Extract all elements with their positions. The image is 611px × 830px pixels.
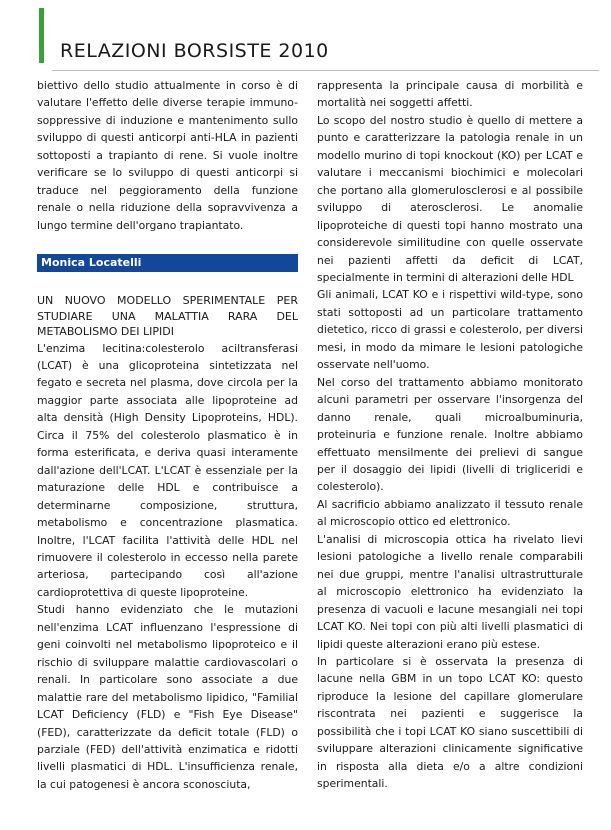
body-paragraph: Studi hanno evidenziato che le mutazioni nell'enzima LCAT influenzano l'espressione di geni coinvolti nel metabolismo lipoproteico e il rischio di sviluppare malattie cardiovascolari o renali. In particolare sono associate a due malattie rare del metabolismo lipidico, "Familial LCAT Deficiency (FLD) e "Fish Eye Disease" (FED), caratterizzate da deficit totale (FLD) o parziale (FED) dell'attività enzimatica e ridotti livelli plasmatici di HDL. L'insufficienza renale, la cui patogenesi è ancora sconosciuta, — [37, 603, 298, 791]
intro-paragraph: biettivo dello studio attualmente in corso è di valutare l'effetto delle diverse terapie immuno-soppressive di induzione e mantenimento sullo sviluppo di questi anticorpi anti-HLA in pazienti sottoposti a trapianto di rene. Si vuole inoltre verificare se lo sviluppo di questi anticorpi si traduce nel peggioramento della funzione renale o nella riduzione della sopravvivenza a lungo termine dell'organo trapiantato. — [37, 79, 298, 232]
body-paragraph: Lo scopo del nostro studio è quello di mettere a punto e caratterizzare la patologia renale in un modello murino di topi knockout (KO) per LCAT e valutare i meccanismi biochimici e molecolari che portano alla glomerulosclerosi e al possibile sviluppo di aterosclerosi. Le anomalie lipoproteiche di questi topi hanno mostrato una considerevole similitudine con quelle osservate nei pazienti affetti da deficit di LCAT, specialmente in termini di alterazioni delle HDL — [317, 113, 583, 284]
page-header-title: RELAZIONI BORSISTE 2010 — [60, 40, 329, 62]
body-paragraph: Al sacrificio abbiamo analizzato il tessuto renale al microscopio ottico ed elettronico. — [317, 497, 583, 529]
body-paragraph: Gli animali, LCAT KO e i rispettivi wild-type, sono stati sottoposti ad un particolare trattamento dietetico, ricco di grassi e colesterolo, per diversi mesi, in modo da mimare le lesioni patologiche osservate nell'uomo. — [317, 288, 583, 372]
right-column — [317, 77, 583, 793]
left-column — [37, 77, 298, 793]
author-section-header: Monica Locatelli — [37, 254, 298, 272]
body-paragraph: In particolare si è osservata la presenza di lacune nella GBM in un topo LCAT KO: questo riproduce la lesione del capillare glomerulare riscontrata nei pazienti e suggerisce la possibilità che i topi LCAT KO siano suscettibili di sviluppare alterazioni clinicamente significative in risposta alla dieta e/o a altre condizioni sperimentali. — [317, 654, 583, 791]
body-paragraph: L'enzima lecitina:colesterolo aciltransferasi (LCAT) è una glicoproteina sintetizzata nel fegato e secreta nel plasma, dove circola per la maggior parte associata alle lipoproteine ad alta densità (High Density Lipoproteins, HDL). Circa il 75% del colesterolo plasmatico è in forma esterificata, e deriva quasi interamente dall'azione dell'LCAT. L'LCAT è essenziale per la maturazione delle HDL e contribuisce a determinarne composizione, struttura, metabolismo e concentrazione plasmatica. Inoltre, l'LCAT facilita l'attività delle HDL nel rimuovere il colesterolo in eccesso nella parete arteriosa, partecipando così all'azione cardioprotettiva di queste lipoproteine. — [37, 341, 298, 599]
body-paragraph: Nel corso del trattamento abbiamo monitorato alcuni parametri per osservare l'insorgenza del danno renale, quali microalbuminuria, proteinuria e funzione renale. Inoltre abbiamo effettuato mensilmente dei prelievi di sangue per il dosaggio dei lipidi (livelli di trigliceridi e colesterolo). — [317, 375, 583, 494]
header-rule — [52, 70, 599, 71]
green-accent-bar — [39, 8, 44, 63]
body-paragraph: rappresenta la principale causa di morbilità e mortalità nei soggetti affetti. — [317, 79, 583, 110]
body-paragraph: L'analisi di microscopia ottica ha rivelato lievi lesioni patologiche a livello renale comparabili nei due gruppi, mentre l'analisi ultrastrutturale al microscopio elettronico ha evidenziato la presenza di vacuoli e lacune mesangiali nei topi LCAT KO. Nei topi con più alti livelli plasmatici di lipidi queste alterazioni erano più estese. — [317, 532, 583, 651]
article-title: UN NUOVO MODELLO SPERIMENTALE PER STUDIARE UNA MALATTIA RARA DEL METABOLISMO DEI LIPIDI — [37, 294, 298, 339]
